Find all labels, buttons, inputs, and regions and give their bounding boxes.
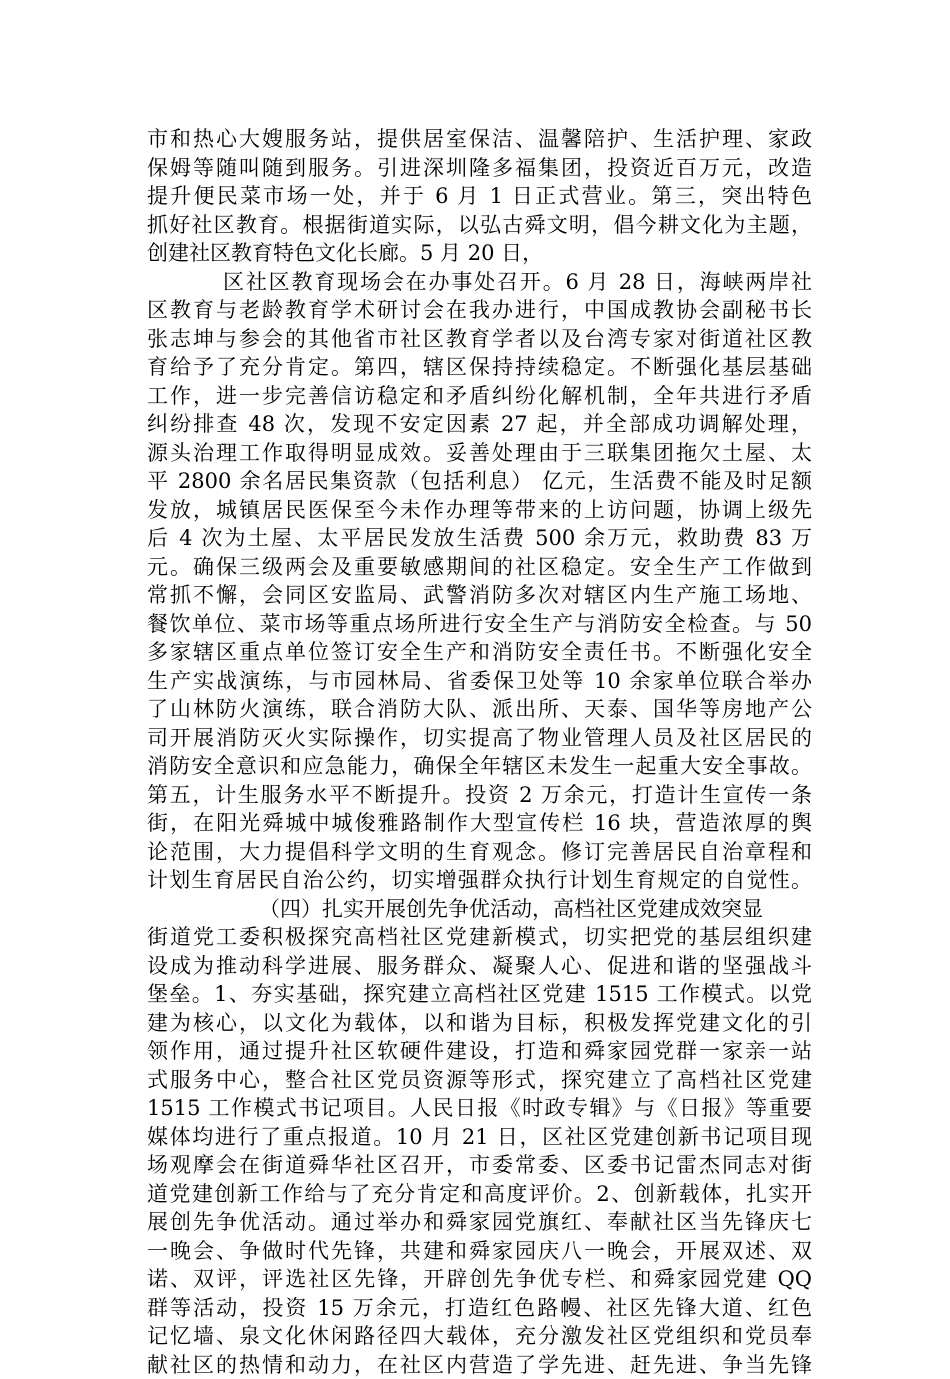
- text-line: 设成为推动科学进展、服务群众、凝聚人心、促进和谐的坚强战斗: [147, 952, 812, 981]
- text-line: 场观摩会在街道舜华社区召开，市委常委、区委书记雷杰同志对街: [147, 1151, 812, 1180]
- text-line: 发放，城镇居民医保至今未作办理等带来的上访问题，协调上级先: [147, 496, 812, 525]
- text-line: 群等活动，投资 15 万余元，打造红色路幔、社区先锋大道、红色: [147, 1294, 812, 1323]
- text-line: 街，在阳光舜城中城俊雅路制作大型宣传栏 16 块，营造浓厚的舆: [147, 809, 812, 838]
- text-line: 街道党工委积极探究高档社区党建新模式，切实把党的基层组织建: [147, 923, 812, 952]
- text-line: 计划生育居民自治公约，切实增强群众执行计划生育规定的自觉性。: [147, 866, 812, 895]
- text-line: 司开展消防灭火实际操作，切实提高了物业管理人员及社区居民的: [147, 724, 812, 753]
- text-line: 保姆等随叫随到服务。引进深圳隆多福集团，投资近百万元，改造: [147, 154, 812, 183]
- text-line: 元。确保三级两会及重要敏感期间的社区稳定。安全生产工作做到: [147, 553, 812, 582]
- text-line: 平 2800 余名居民集资款（包括利息） 亿元，生活费不能及时足额: [147, 467, 812, 496]
- text-line: 消防安全意识和应急能力，确保全年辖区未发生一起重大安全事故。: [147, 752, 812, 781]
- text-line: 纠纷排查 48 次，发现不安定因素 27 起，并全部成功调解处理，: [147, 410, 812, 439]
- text-line: 育给予了充分肯定。第四，辖区保持持续稳定。不断强化基层基础: [147, 353, 812, 382]
- text-line: 常抓不懈，会同区安监局、武警消防多次对辖区内生产施工场地、: [147, 581, 812, 610]
- text-line: 源头治理工作取得明显成效。妥善处理由于三联集团拖欠土屋、太: [147, 439, 812, 468]
- text-line: 多家辖区重点单位签订安全生产和消防安全责任书。不断强化安全: [147, 638, 812, 667]
- text-line: 区教育与老龄教育学术研讨会在我办进行，中国成教协会副秘书长: [147, 296, 812, 325]
- text-line: 创建社区教育特色文化长廊。5 月 20 日，: [147, 239, 812, 268]
- text-line: 堡垒。1、夯实基础，探究建立高档社区党建 1515 工作模式。以党: [147, 980, 812, 1009]
- text-line: 区社区教育现场会在办事处召开。6 月 28 日，海峡两岸社: [147, 268, 812, 297]
- document-body-text: [147, 125, 812, 1379]
- text-line: 工作，进一步完善信访稳定和矛盾纠纷化解机制，全年共进行矛盾: [147, 382, 812, 411]
- text-line: 一晚会、争做时代先锋，共建和舜家园庆八一晚会，开展双述、双: [147, 1237, 812, 1266]
- text-line: 生产实战演练，与市园林局、省委保卫处等 10 余家单位联合举办: [147, 667, 812, 696]
- text-line: 献社区的热情和动力，在社区内营造了学先进、赶先进、争当先锋: [147, 1351, 812, 1379]
- text-line: 论范围，大力提倡科学文明的生育观念。修订完善居民自治章程和: [147, 838, 812, 867]
- text-line: 建为核心，以文化为载体，以和谐为目标，积极发挥党建文化的引: [147, 1009, 812, 1038]
- text-line: 抓好社区教育。根据街道实际，以弘古舜文明，倡今耕文化为主题，: [147, 211, 812, 240]
- text-line: 记忆墙、泉文化休闲路径四大载体，充分激发社区党组织和党员奉: [147, 1322, 812, 1351]
- text-line: 式服务中心，整合社区党员资源等形式，探究建立了高档社区党建: [147, 1066, 812, 1095]
- text-line: 道党建创新工作给与了充分肯定和高度评价。2、创新载体，扎实开: [147, 1180, 812, 1209]
- text-line: 领作用，通过提升社区软硬件建设，打造和舜家园党群一家亲一站: [147, 1037, 812, 1066]
- text-line: 后 4 次为土屋、太平居民发放生活费 500 余万元，救助费 83 万: [147, 524, 812, 553]
- text-line: 媒体均进行了重点报道。10 月 21 日，区社区党建创新书记项目现: [147, 1123, 812, 1152]
- text-line: 1515 工作模式书记项目。人民日报《时政专辑》与《日报》等重要: [147, 1094, 812, 1123]
- text-line: 张志坤与参会的其他省市社区教育学者以及台湾专家对街道社区教: [147, 325, 812, 354]
- text-line: 提升便民菜市场一处，并于 6 月 1 日正式营业。第三，突出特色: [147, 182, 812, 211]
- text-line: （四）扎实开展创先争优活动，高档社区党建成效突显: [147, 895, 812, 924]
- text-line: 市和热心大嫂服务站，提供居室保洁、温馨陪护、生活护理、家政: [147, 125, 812, 154]
- text-line: 诺、双评，评选社区先锋，开辟创先争优专栏、和舜家园党建 QQ: [147, 1265, 812, 1294]
- text-line: 第五，计生服务水平不断提升。投资 2 万余元，打造计生宣传一条: [147, 781, 812, 810]
- text-line: 展创先争优活动。通过举办和舜家园党旗红、奉献社区当先锋庆七: [147, 1208, 812, 1237]
- text-line: 了山林防火演练，联合消防大队、派出所、天泰、国华等房地产公: [147, 695, 812, 724]
- text-line: 餐饮单位、菜市场等重点场所进行安全生产与消防安全检查。与 50: [147, 610, 812, 639]
